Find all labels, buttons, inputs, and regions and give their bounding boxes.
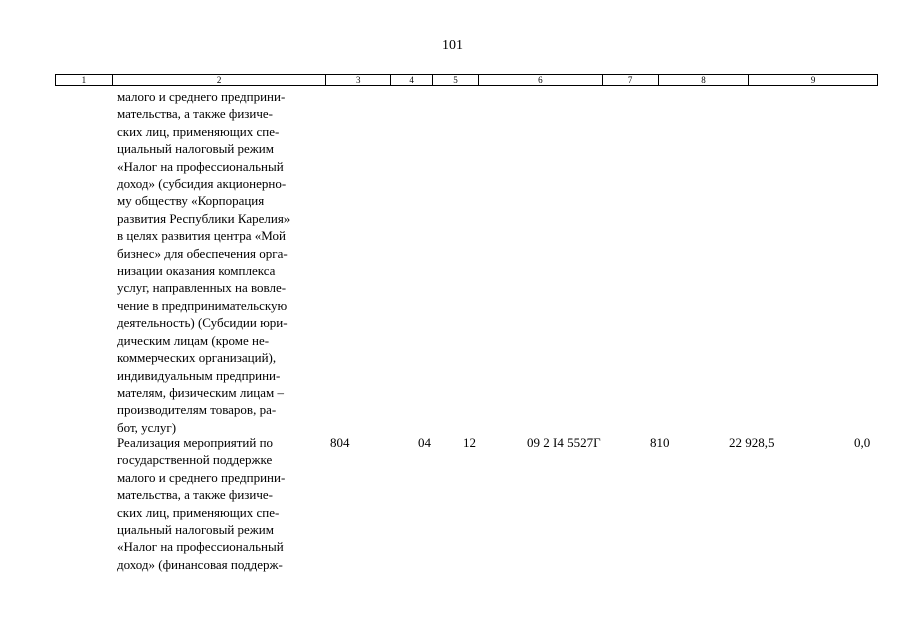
header-col-5: 5 — [433, 75, 479, 85]
description-line: бизнес» для обеспечения орга- — [117, 245, 288, 261]
description-line: бот, услуг) — [117, 419, 177, 435]
header-col-3: 3 — [326, 75, 391, 85]
description-line: доход» (финансовая поддерж- — [117, 556, 283, 572]
description-line: развития Республики Карелия» — [117, 210, 291, 226]
cell-ministry-code: 804 — [330, 435, 350, 450]
description-line: коммерческих организаций), — [117, 350, 277, 366]
description-line: циальный налоговый режим — [117, 522, 274, 538]
header-col-4: 4 — [391, 75, 433, 85]
description-line: циальный налоговый режим — [117, 141, 274, 157]
description-line: государственной поддержке — [117, 452, 273, 468]
description-line: мательства, а также физиче- — [117, 487, 274, 503]
header-col-6: 6 — [479, 75, 603, 85]
header-col-1: 1 — [56, 75, 113, 85]
cell-subsection-code: 12 — [463, 435, 476, 450]
table-header-row — [55, 74, 878, 86]
cell-amount: 22 928,5 — [729, 435, 775, 450]
description-line: производителям товаров, ра- — [117, 402, 277, 418]
description-line: низации оказания комплекса — [117, 263, 276, 279]
page-number: 101 — [442, 38, 463, 53]
description-line: доход» (субсидия акционерно- — [117, 176, 287, 192]
description-line: малого и среднего предприни- — [117, 89, 286, 104]
cell-expense-type-code: 810 — [650, 435, 670, 450]
description-line: индивидуальным предприни- — [117, 367, 281, 383]
description-line: мательства, а также физиче- — [117, 106, 274, 122]
header-col-9: 9 — [810, 75, 816, 85]
description-line: услуг, направленных на вовле- — [117, 280, 287, 296]
header-col-8: 8 — [659, 75, 750, 85]
description-line: «Налог на профессиональный — [117, 539, 284, 555]
description-line: му обществу «Корпорация — [117, 193, 265, 209]
header-col-7: 7 — [603, 75, 659, 85]
description-line: дическим лицам (кроме не- — [117, 332, 270, 348]
next-row-description — [117, 434, 337, 573]
description-line: в целях развития центра «Мой — [117, 228, 286, 244]
description-line: деятельность) (Субсидии юри- — [117, 315, 288, 331]
description-line: ских лиц, применяющих спе- — [117, 123, 280, 139]
description-line: «Налог на профессиональный — [117, 158, 284, 174]
cell-target-item-code: 09 2 I4 5527Г — [527, 435, 601, 450]
cell-amount-second: 0,0 — [854, 435, 871, 450]
description-line: малого и среднего предприни- — [117, 469, 286, 485]
continued-row-description — [117, 88, 337, 436]
description-line: ских лиц, применяющих спе- — [117, 504, 280, 520]
description-line: мателям, физическим лицам – — [117, 384, 284, 400]
description-line: Реализация мероприятий по — [117, 435, 274, 450]
cell-section-code: 04 — [418, 435, 431, 450]
description-line: чение в предпринимательскую — [117, 297, 288, 313]
header-col-2: 2 — [113, 75, 326, 85]
